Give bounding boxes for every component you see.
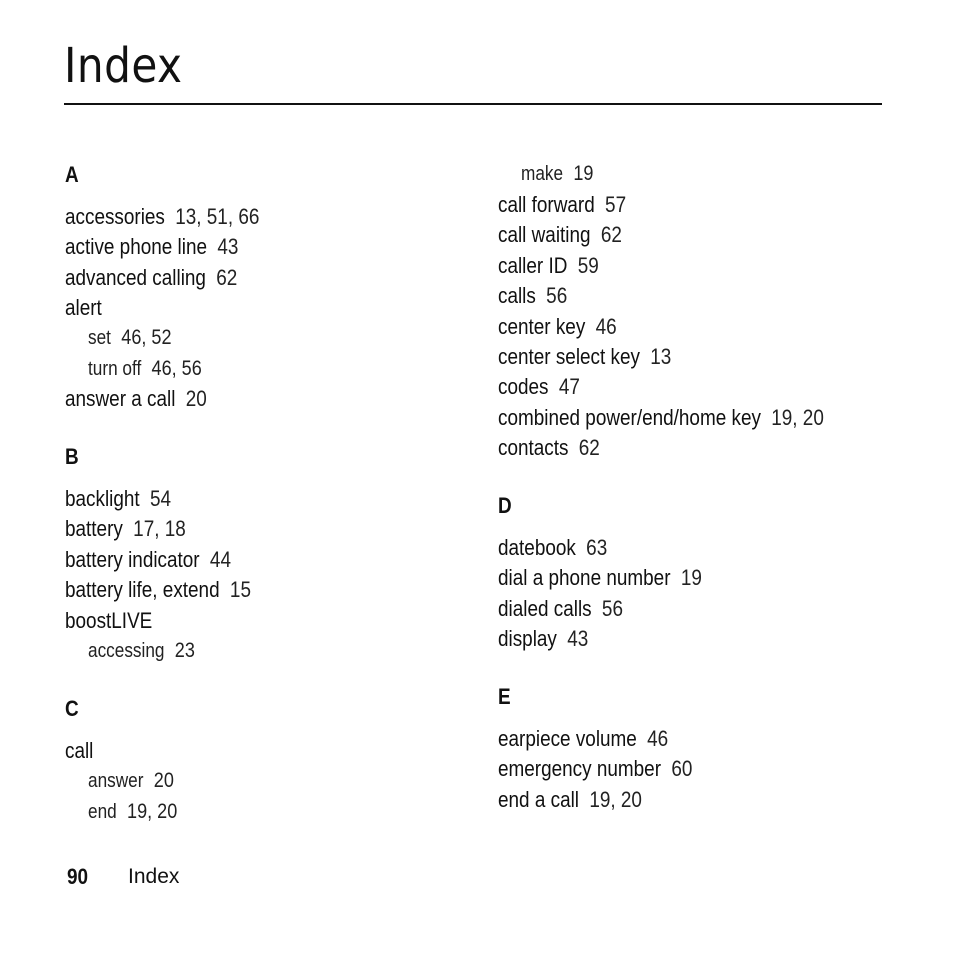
index-entry: [65, 608, 152, 634]
entry-term: caller ID: [498, 253, 568, 278]
index-entry: [65, 738, 93, 764]
entry-pages: 46, 56: [151, 357, 202, 380]
entry-term: dialed calls: [498, 596, 592, 621]
entry-pages: 46: [647, 726, 669, 751]
entry-pages: 19: [573, 162, 594, 185]
entry-term: emergency number: [498, 756, 662, 781]
entry-pages: 47: [558, 374, 580, 399]
index-entry: [498, 596, 623, 622]
index-entry: [498, 435, 600, 461]
entry-pages: 63: [586, 535, 608, 560]
index-entry: [65, 386, 207, 412]
entry-term: active phone line: [65, 234, 208, 259]
entry-pages: 19, 20: [589, 787, 642, 812]
index-entry: [65, 577, 251, 603]
entry-pages: 56: [546, 283, 568, 308]
index-entry: [65, 234, 238, 260]
index-entry: [65, 295, 102, 321]
entry-pages: 60: [671, 756, 693, 781]
index-entry: [498, 253, 599, 279]
entry-term: end: [88, 801, 117, 823]
entry-term: codes: [498, 374, 549, 399]
entry-term: alert: [65, 295, 102, 320]
entry-pages: 46, 52: [121, 326, 172, 349]
index-entry: [65, 486, 171, 512]
entry-term: answer a call: [65, 386, 176, 411]
entry-term: call waiting: [498, 222, 591, 247]
index-subentry: [88, 356, 202, 382]
entry-term: boostLIVE: [65, 608, 153, 633]
entry-term: advanced calling: [65, 265, 206, 290]
index-entry: [498, 535, 607, 561]
index-entry: [65, 204, 259, 230]
entry-pages: 20: [153, 769, 174, 792]
entry-pages: 13, 51, 66: [175, 204, 260, 229]
index-entry: [498, 344, 671, 370]
entry-pages: 46: [595, 314, 617, 339]
entry-pages: 19, 20: [771, 405, 824, 430]
entry-pages: 19, 20: [127, 800, 178, 823]
entry-term: battery indicator: [65, 547, 200, 572]
entry-term: backlight: [65, 486, 140, 511]
entry-term: center select key: [498, 344, 640, 369]
section-letter-b: B: [65, 444, 79, 469]
entry-term: center key: [498, 314, 586, 339]
index-entry: [498, 314, 617, 340]
entry-pages: 43: [567, 626, 589, 651]
footer-label: Index: [128, 865, 180, 888]
entry-term: earpiece volume: [498, 726, 637, 751]
section-letter-e: E: [498, 684, 511, 709]
entry-pages: 43: [217, 234, 239, 259]
index-subentry: [88, 799, 177, 825]
entry-term: make: [521, 163, 564, 185]
index-entry: [498, 726, 668, 752]
entry-term: turn off: [88, 358, 142, 380]
entry-pages: 62: [600, 222, 622, 247]
entry-term: battery: [65, 516, 123, 541]
index-subentry: [521, 161, 593, 187]
entry-pages: 23: [174, 639, 195, 662]
entry-pages: 15: [229, 577, 251, 602]
section-letter-a: A: [65, 162, 79, 187]
entry-pages: 44: [209, 547, 231, 572]
entry-pages: 20: [185, 386, 207, 411]
index-entry: [498, 565, 702, 591]
entry-term: call: [65, 738, 94, 763]
entry-term: calls: [498, 283, 536, 308]
section-letter-c: C: [65, 696, 79, 721]
entry-term: accessories: [65, 204, 165, 229]
index-entry: [498, 374, 580, 400]
entry-term: datebook: [498, 535, 576, 560]
entry-term: answer: [88, 770, 144, 792]
index-entry: [498, 192, 626, 218]
entry-term: end a call: [498, 787, 580, 812]
entry-pages: 62: [578, 435, 600, 460]
index-entry: [65, 547, 231, 573]
entry-term: battery life, extend: [65, 577, 220, 602]
entry-pages: 17, 18: [133, 516, 186, 541]
entry-pages: 54: [150, 486, 172, 511]
entry-pages: 56: [601, 596, 623, 621]
entry-term: dial a phone number: [498, 565, 671, 590]
index-subentry: [88, 325, 171, 351]
page-title: Index: [64, 38, 183, 94]
index-entry: [65, 265, 237, 291]
index-entry: [498, 787, 642, 813]
entry-term: accessing: [88, 640, 165, 662]
entry-pages: 19: [680, 565, 702, 590]
section-letter-d: D: [498, 493, 512, 518]
index-entry: [498, 222, 622, 248]
title-rule: [64, 103, 882, 105]
entry-pages: 59: [577, 253, 599, 278]
entry-pages: 62: [216, 265, 238, 290]
index-entry: [498, 405, 824, 431]
entry-term: combined power/end/home key: [498, 405, 761, 430]
footer-page-number: 90: [67, 864, 89, 889]
index-subentry: [88, 768, 174, 794]
entry-term: set: [88, 327, 111, 349]
entry-term: contacts: [498, 435, 569, 460]
index-entry: [498, 283, 567, 309]
index-entry: [498, 626, 588, 652]
entry-pages: 13: [650, 344, 672, 369]
index-entry: [498, 756, 692, 782]
entry-pages: 57: [605, 192, 627, 217]
index-entry: [65, 516, 186, 542]
entry-term: call forward: [498, 192, 595, 217]
entry-term: display: [498, 626, 557, 651]
index-subentry: [88, 638, 195, 664]
